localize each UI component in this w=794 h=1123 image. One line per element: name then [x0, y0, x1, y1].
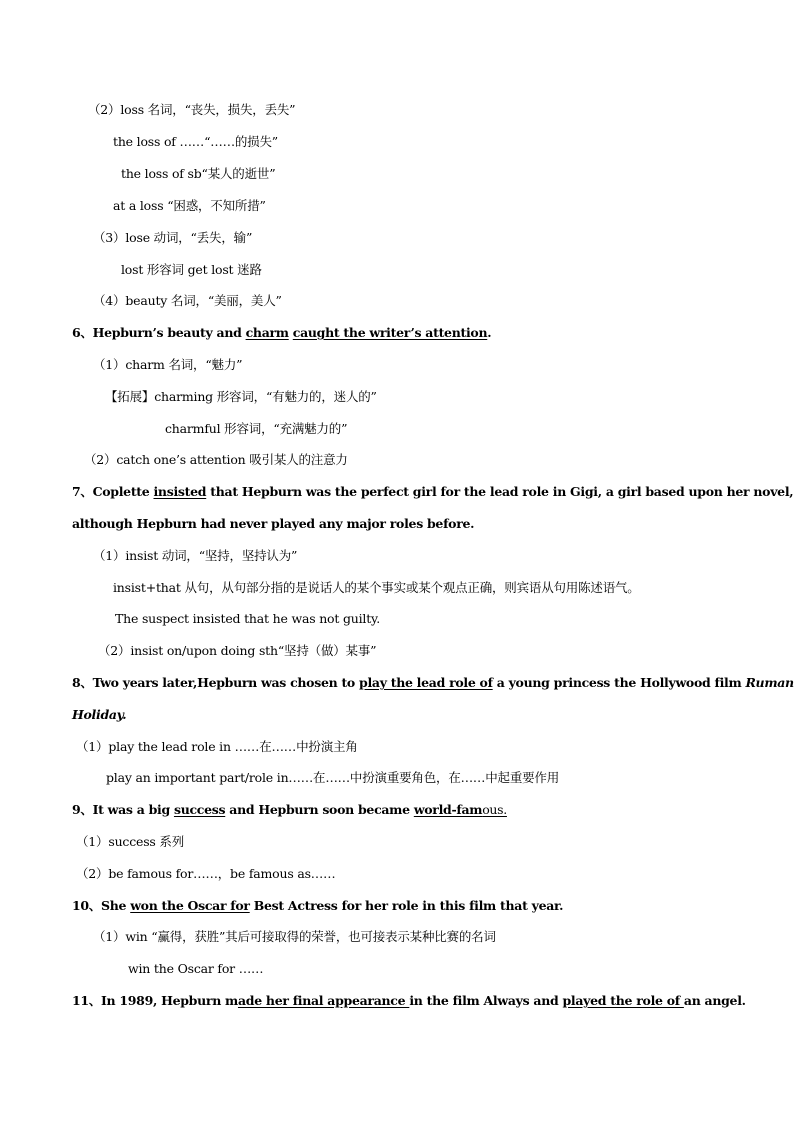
sentence-7-start: 7、Coplette — [72, 484, 154, 499]
underline-famous-suffix: ous. — [482, 802, 507, 817]
underline-played-role: played the role of — [562, 993, 684, 1008]
note-at-a-loss: at a loss “困惑，不知所措” — [113, 198, 266, 213]
sentence-7-continued: although Hepburn had never played any major roles before. — [72, 516, 475, 531]
sentence-8 — [72, 674, 794, 692]
note-catch-attention: （2）catch one’s attention 吸引某人的注意力 — [84, 452, 348, 467]
note-success: （1）success 系列 — [76, 834, 185, 849]
sentence-6-end: . — [487, 325, 492, 340]
sentence-9-start: 9、It was a big — [72, 802, 174, 817]
film-title-holiday: Holiday. — [72, 707, 127, 722]
note-beauty: （4）beauty 名词，“美丽，美人” — [93, 293, 282, 308]
note-lose: （3）lose 动词，“丢失，输” — [93, 230, 253, 245]
sentence-11-start: 11、In 1989, Hepburn m — [72, 993, 238, 1008]
sentence-10 — [72, 897, 563, 915]
sentence-6-text: 6、Hepburn’s beauty and — [72, 325, 246, 340]
sentence-9-rest: and Hepburn soon became — [225, 802, 414, 817]
underline-final-appearance: ade her final appearance — [237, 993, 410, 1008]
sentence-7-rest: that Hepburn was the perfect girl for the lead role in Gigi, a girl based upon her novel, — [206, 484, 794, 499]
note-loss-of: the loss of ……“……的损失” — [113, 134, 278, 149]
note-play-important-part: play an important part/role in……在……中扮演重要角色，在……中起重要作用 — [106, 770, 560, 785]
sentence-9 — [72, 801, 507, 819]
sentence-8-continued — [72, 706, 126, 724]
sentence-11-mid: in the film Always and — [409, 993, 563, 1008]
sentence-7 — [72, 483, 793, 501]
sentence-6 — [72, 324, 491, 342]
note-loss: （2）loss 名词，“丧失，损失，丢失” — [88, 102, 296, 117]
note-be-famous: （2）be famous for……，be famous as…… — [76, 866, 336, 881]
note-charming: 【拓展】charming 形容词，“有魅力的，迷人的” — [105, 389, 377, 404]
note-insist-that: insist+that 从句，从句部分指的是说话人的某个事实或某个观点正确，则宾语从句用陈述语气。 — [113, 580, 640, 595]
underline-caught-attention: caught the writer’s attention — [292, 325, 488, 340]
note-win: （1）win “赢得，获胜”其后可接取得的荣誉，也可接表示某种比赛的名词 — [93, 929, 496, 944]
underline-charm: charm — [245, 325, 289, 340]
note-charmful: charmful 形容词，“充满魅力的” — [165, 421, 348, 436]
note-insist: （1）insist 动词，“坚持，坚持认为” — [93, 548, 298, 563]
sentence-8-start: 8、Two years later,Hepburn was chosen to — [72, 675, 360, 690]
sentence-11-end: an angel. — [683, 993, 746, 1008]
sentence-8-rest: a young princess the Hollywood film — [492, 675, 746, 690]
underline-won-oscar: won the Oscar for — [130, 898, 250, 913]
film-title-ruman: Ruman — [745, 675, 794, 690]
note-play-lead-role: （1）play the lead role in ……在……中扮演主角 — [76, 739, 358, 754]
note-loss-of-sb: the loss of sb“某人的逝世” — [121, 166, 276, 181]
underline-play-lead-role: play the lead role of — [359, 675, 493, 690]
note-insist-example: The suspect insisted that he was not guilty. — [115, 611, 381, 626]
sentence-10-rest: Best Actress for her role in this film that year. — [249, 898, 564, 913]
note-charm: （1）charm 名词，“魅力” — [93, 357, 243, 372]
sentence-10-start: 10、She — [72, 898, 131, 913]
note-lost: lost 形容词 get lost 迷路 — [121, 262, 262, 277]
underline-success: success — [173, 802, 226, 817]
note-insist-on: （2）insist on/upon doing sth“坚持（做）某事” — [98, 643, 377, 658]
underline-insisted: insisted — [153, 484, 207, 499]
underline-world-famous: world-fam — [413, 802, 483, 817]
note-win-oscar: win the Oscar for …… — [128, 961, 264, 976]
sentence-11 — [72, 992, 746, 1010]
